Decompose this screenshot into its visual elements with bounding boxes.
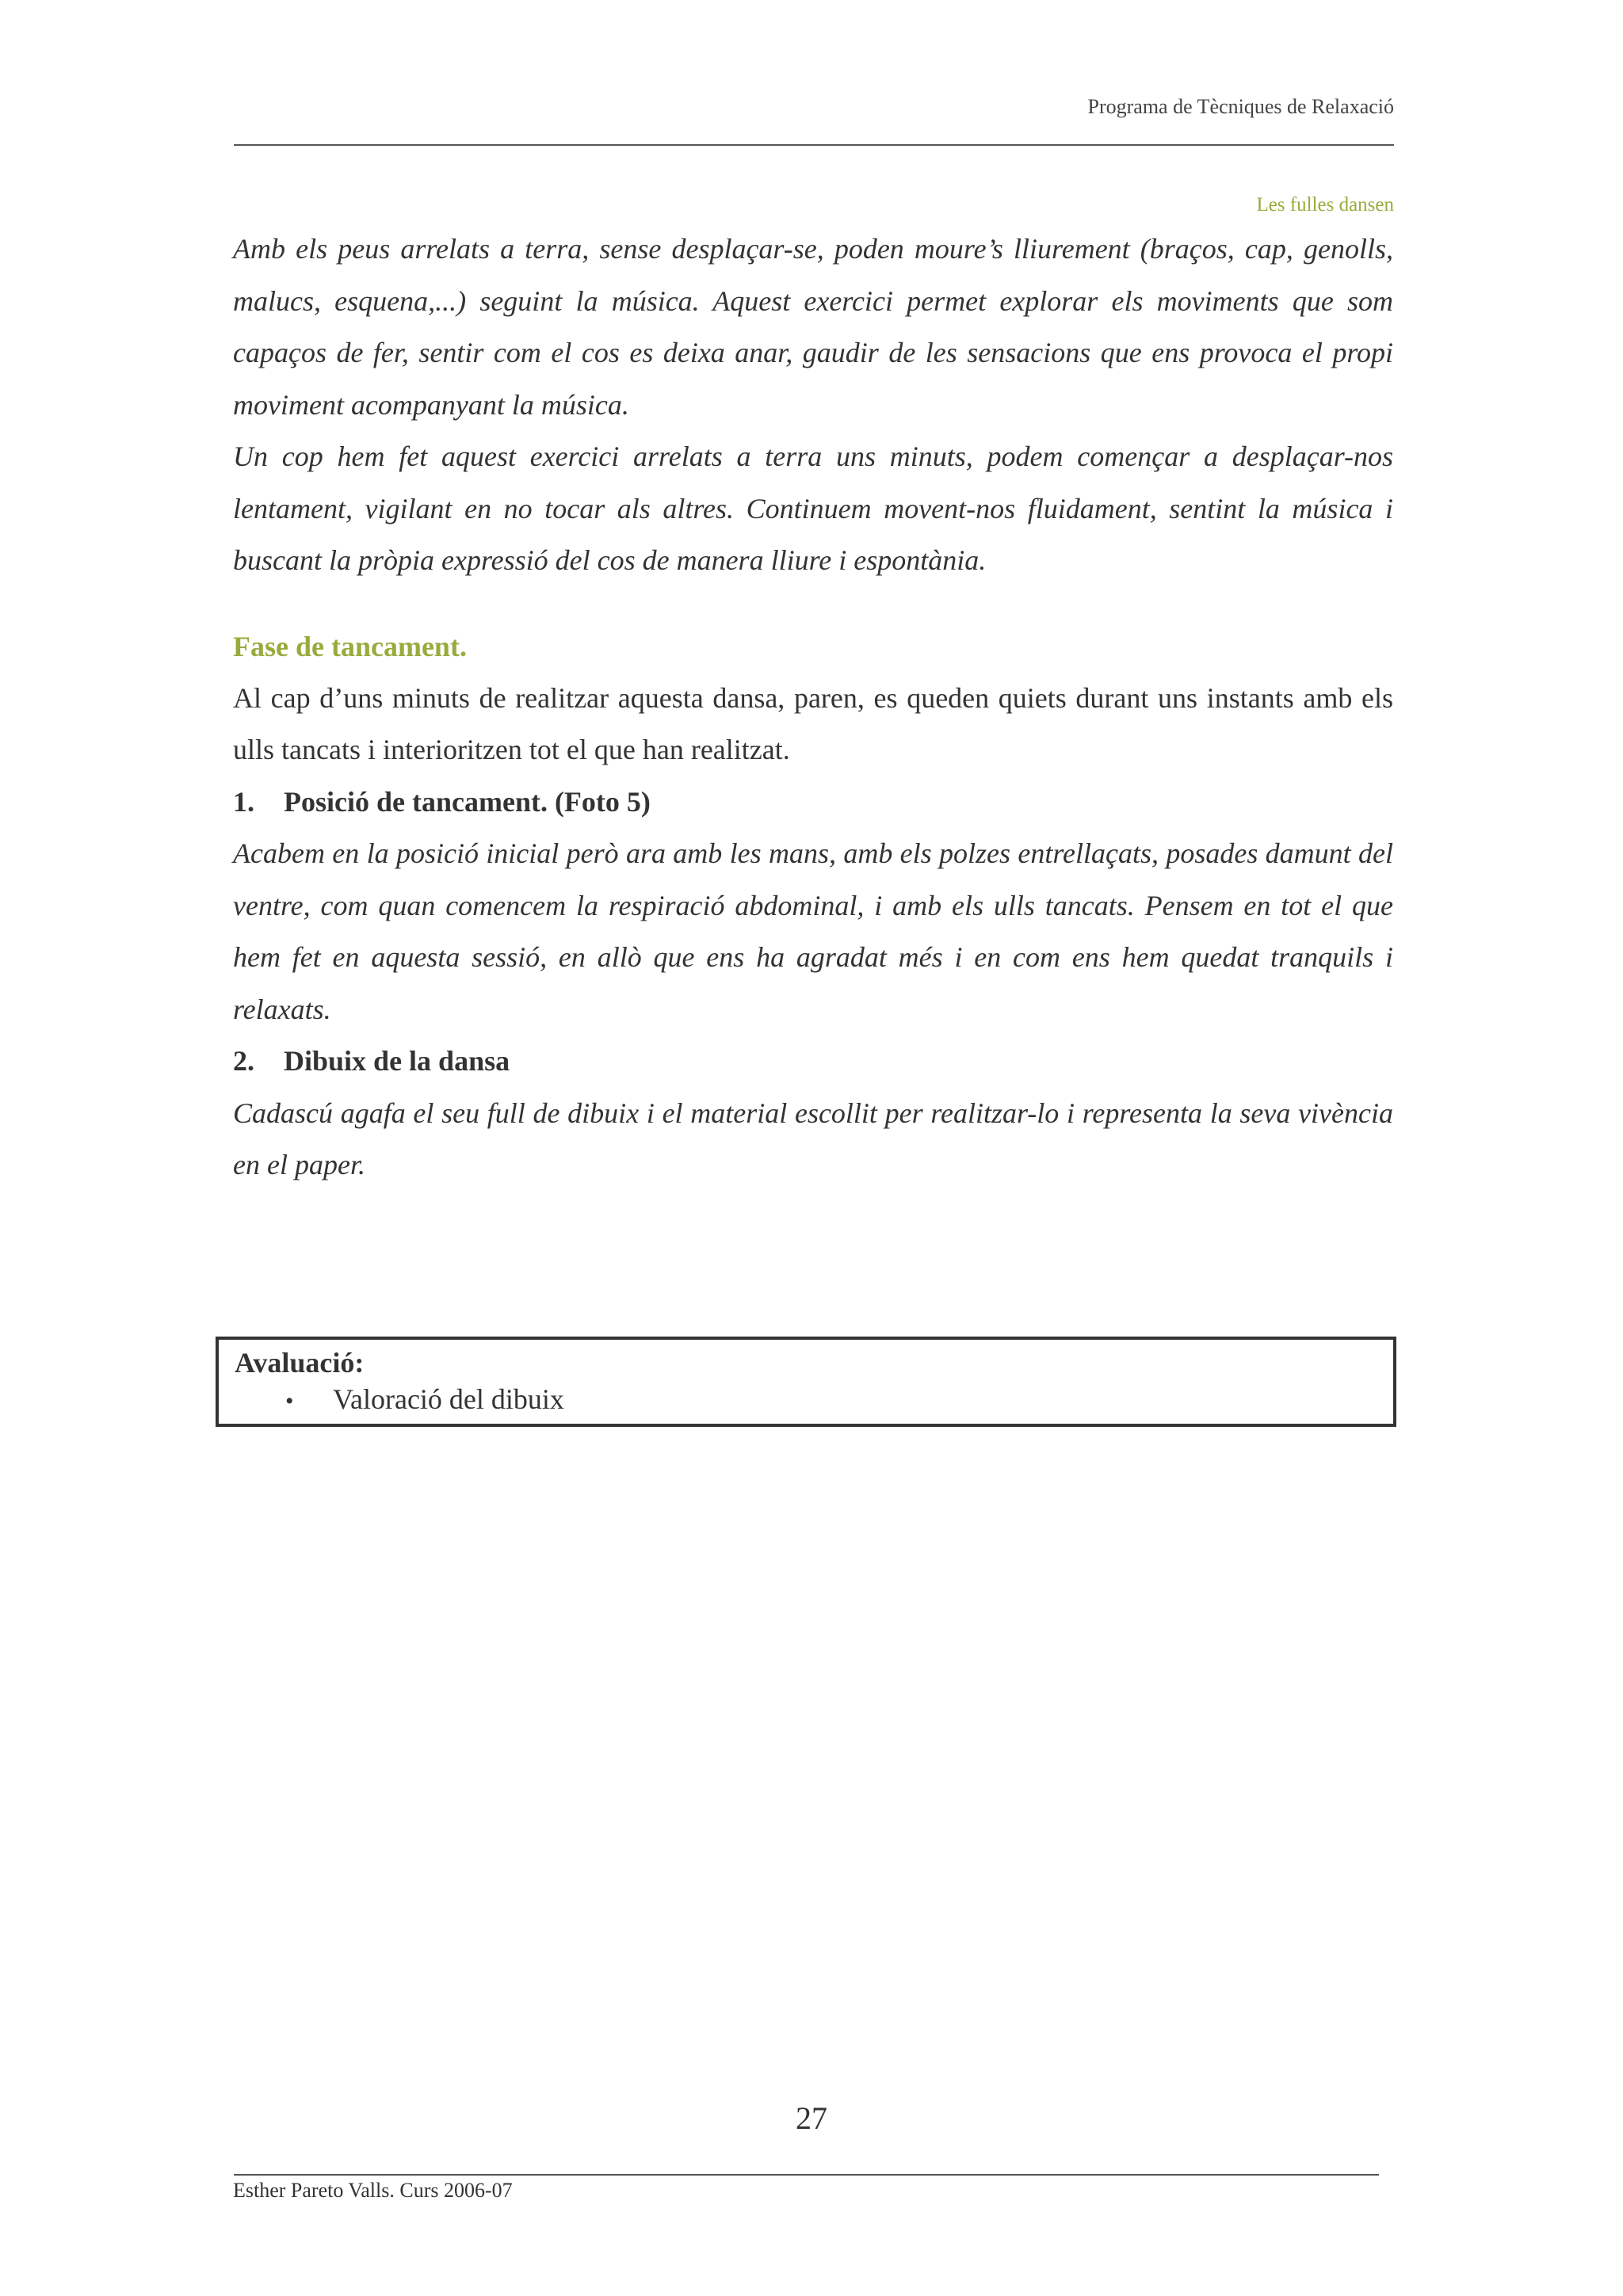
- main-content: [233, 223, 1393, 1192]
- footer-divider: [234, 2174, 1379, 2176]
- intro-paragraph-2: Un cop hem fet aquest exercici arrelats a terra uns minuts, podem començar a desplaçar-nos lentament, vigilant en no tocar als altres. Continuem movent-nos fluidament, sentint la música i buscant la pròpia expressió del cos de manera lliure i espontània.: [233, 441, 1393, 576]
- item-1-paragraph: Acabem en la posició inicial però ara amb les mans, amb els polzes entrellaçats, posades damunt del ventre, com quan comencem la respiració abdominal, i amb els ulls tancats. Pensem en tot el que hem fet en aquesta sessió, en allò que ens ha agradat més i en com ens hem quedat tranquils i relaxats.: [233, 837, 1393, 1025]
- evaluation-title: Avaluació:: [235, 1347, 365, 1379]
- item-2-paragraph: Cadascú agafa el seu full de dibuix i el material escollit per realitzar-lo i representa la seva vivència en el paper.: [233, 1097, 1393, 1180]
- section-name: Les fulles dansen: [1256, 194, 1394, 215]
- item-title: Dibuix de la dansa: [284, 1045, 510, 1077]
- header-divider: [234, 144, 1394, 146]
- evaluation-box: [216, 1337, 1396, 1427]
- page-number: 27: [796, 2100, 827, 2136]
- numbered-heading-1: [233, 776, 1393, 829]
- bullet-icon: •: [285, 1388, 294, 1414]
- running-header-title: Programa de Tècniques de Relaxació: [1087, 95, 1394, 118]
- evaluation-list-item: [285, 1383, 564, 1416]
- item-title: Posició de tancament. (Foto 5): [284, 785, 651, 818]
- intro-paragraph-1: Amb els peus arrelats a terra, sense desplaçar-se, poden moure’s lliurement (braços, cap, genolls, malucs, esquena,...) seguint la música. Aquest exercici permet explorar els moviments que som capaços de fer, sentir com el cos es deixa anar, gaudir de les sensacions que ens provoca el propi moviment acompanyant la música.: [233, 233, 1393, 421]
- item-number: 2.: [233, 1045, 254, 1077]
- phase-heading: Fase de tancament.: [233, 630, 467, 662]
- footer-author: Esther Pareto Valls. Curs 2006-07: [233, 2179, 513, 2202]
- evaluation-item-text: Valoració del dibuix: [333, 1383, 564, 1415]
- phase-paragraph: Al cap d’uns minuts de realitzar aquesta dansa, paren, es queden quiets durant uns instants amb els ulls tancats i interioritzen tot el que han realitzat.: [233, 681, 1393, 765]
- numbered-heading-2: [233, 1035, 1393, 1088]
- item-number: 1.: [233, 785, 254, 818]
